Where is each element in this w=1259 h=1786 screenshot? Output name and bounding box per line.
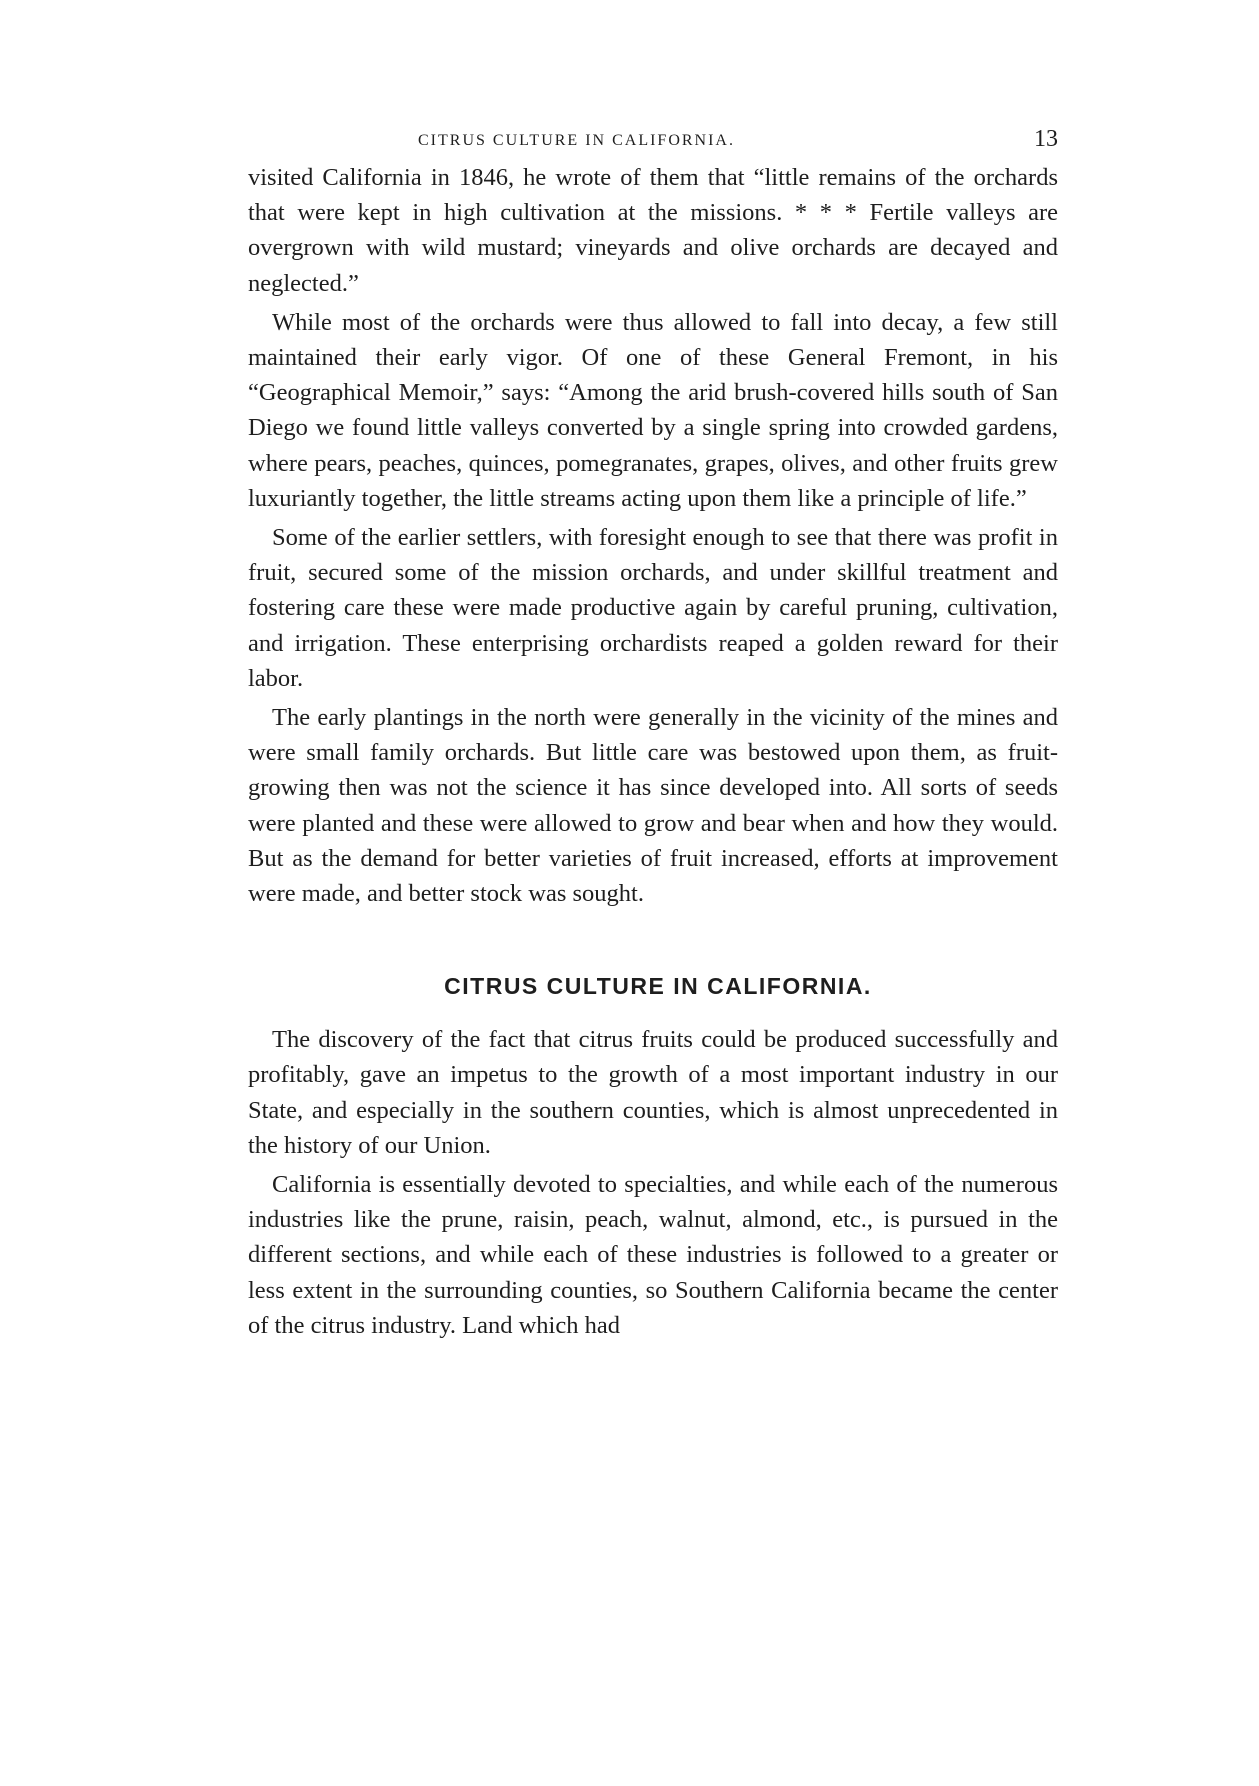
running-head: [248, 120, 1058, 160]
page-number: 13: [1034, 126, 1058, 152]
paragraph-continued: visited California in 1846, he wrote of them that “little remains of the orchards that were kept in high cultivation at the missions. * * * Fertile valleys are overgrown with wild mustard; vineyards and olive orchards are decayed and neglected.”: [248, 164, 1058, 297]
paragraph-earlier-settlers: Some of the earlier settlers, with foresight enough to see that there was profit in fruit, secured some of the mission orchards, and under skillful treatment and fostering care these were made productive again by careful pruning, cultivation, and irrigation. These enterprising orchardists reaped a golden reward for their labor.: [248, 524, 1058, 692]
book-page: [248, 120, 1058, 1343]
paragraph-fremont-memoir: While most of the orchards were thus allowed to fall into decay, a few still maintained their early vigor. Of one of these General Fremont, in his “Geographical Memoir,” says: “Among the arid brush-covered hills south of San Diego we found little valleys converted by a single spring into crowded gardens, where pears, peaches, quinces, pomegranates, grapes, olives, and other fruits grew luxuriantly together, the little streams acting upon them like a principle of life.”: [248, 308, 1058, 512]
section-heading: CITRUS CULTURE IN CALIFORNIA.: [444, 973, 872, 1000]
paragraph-specialties: California is essentially devoted to specialties, and while each of the numerous industries like the prune, raisin, peach, walnut, almond, etc., is pursued in the different sections, and while each of these industries is followed to a greater or less extent in the surrounding counties, so Southern California became the center of the citrus industry. Land which had: [248, 1171, 1058, 1339]
paragraph-discovery: The discovery of the fact that citrus fruits could be produced successfully and profitably, gave an impetus to the growth of a most important industry in our State, and especially in the southern counties, which is almost unprecedented in the history of our Union.: [248, 1026, 1058, 1159]
running-title: CITRUS CULTURE IN CALIFORNIA.: [418, 132, 735, 149]
paragraph-early-plantings: The early plantings in the north were generally in the vicinity of the mines and were small family orchards. But little care was bestowed upon them, as fruit-growing then was not the science it has since developed into. All sorts of seeds were planted and these were allowed to grow and bear when and how they would. But as the demand for better varieties of fruit increased, efforts at improvement were made, and better stock was sought.: [248, 704, 1058, 908]
